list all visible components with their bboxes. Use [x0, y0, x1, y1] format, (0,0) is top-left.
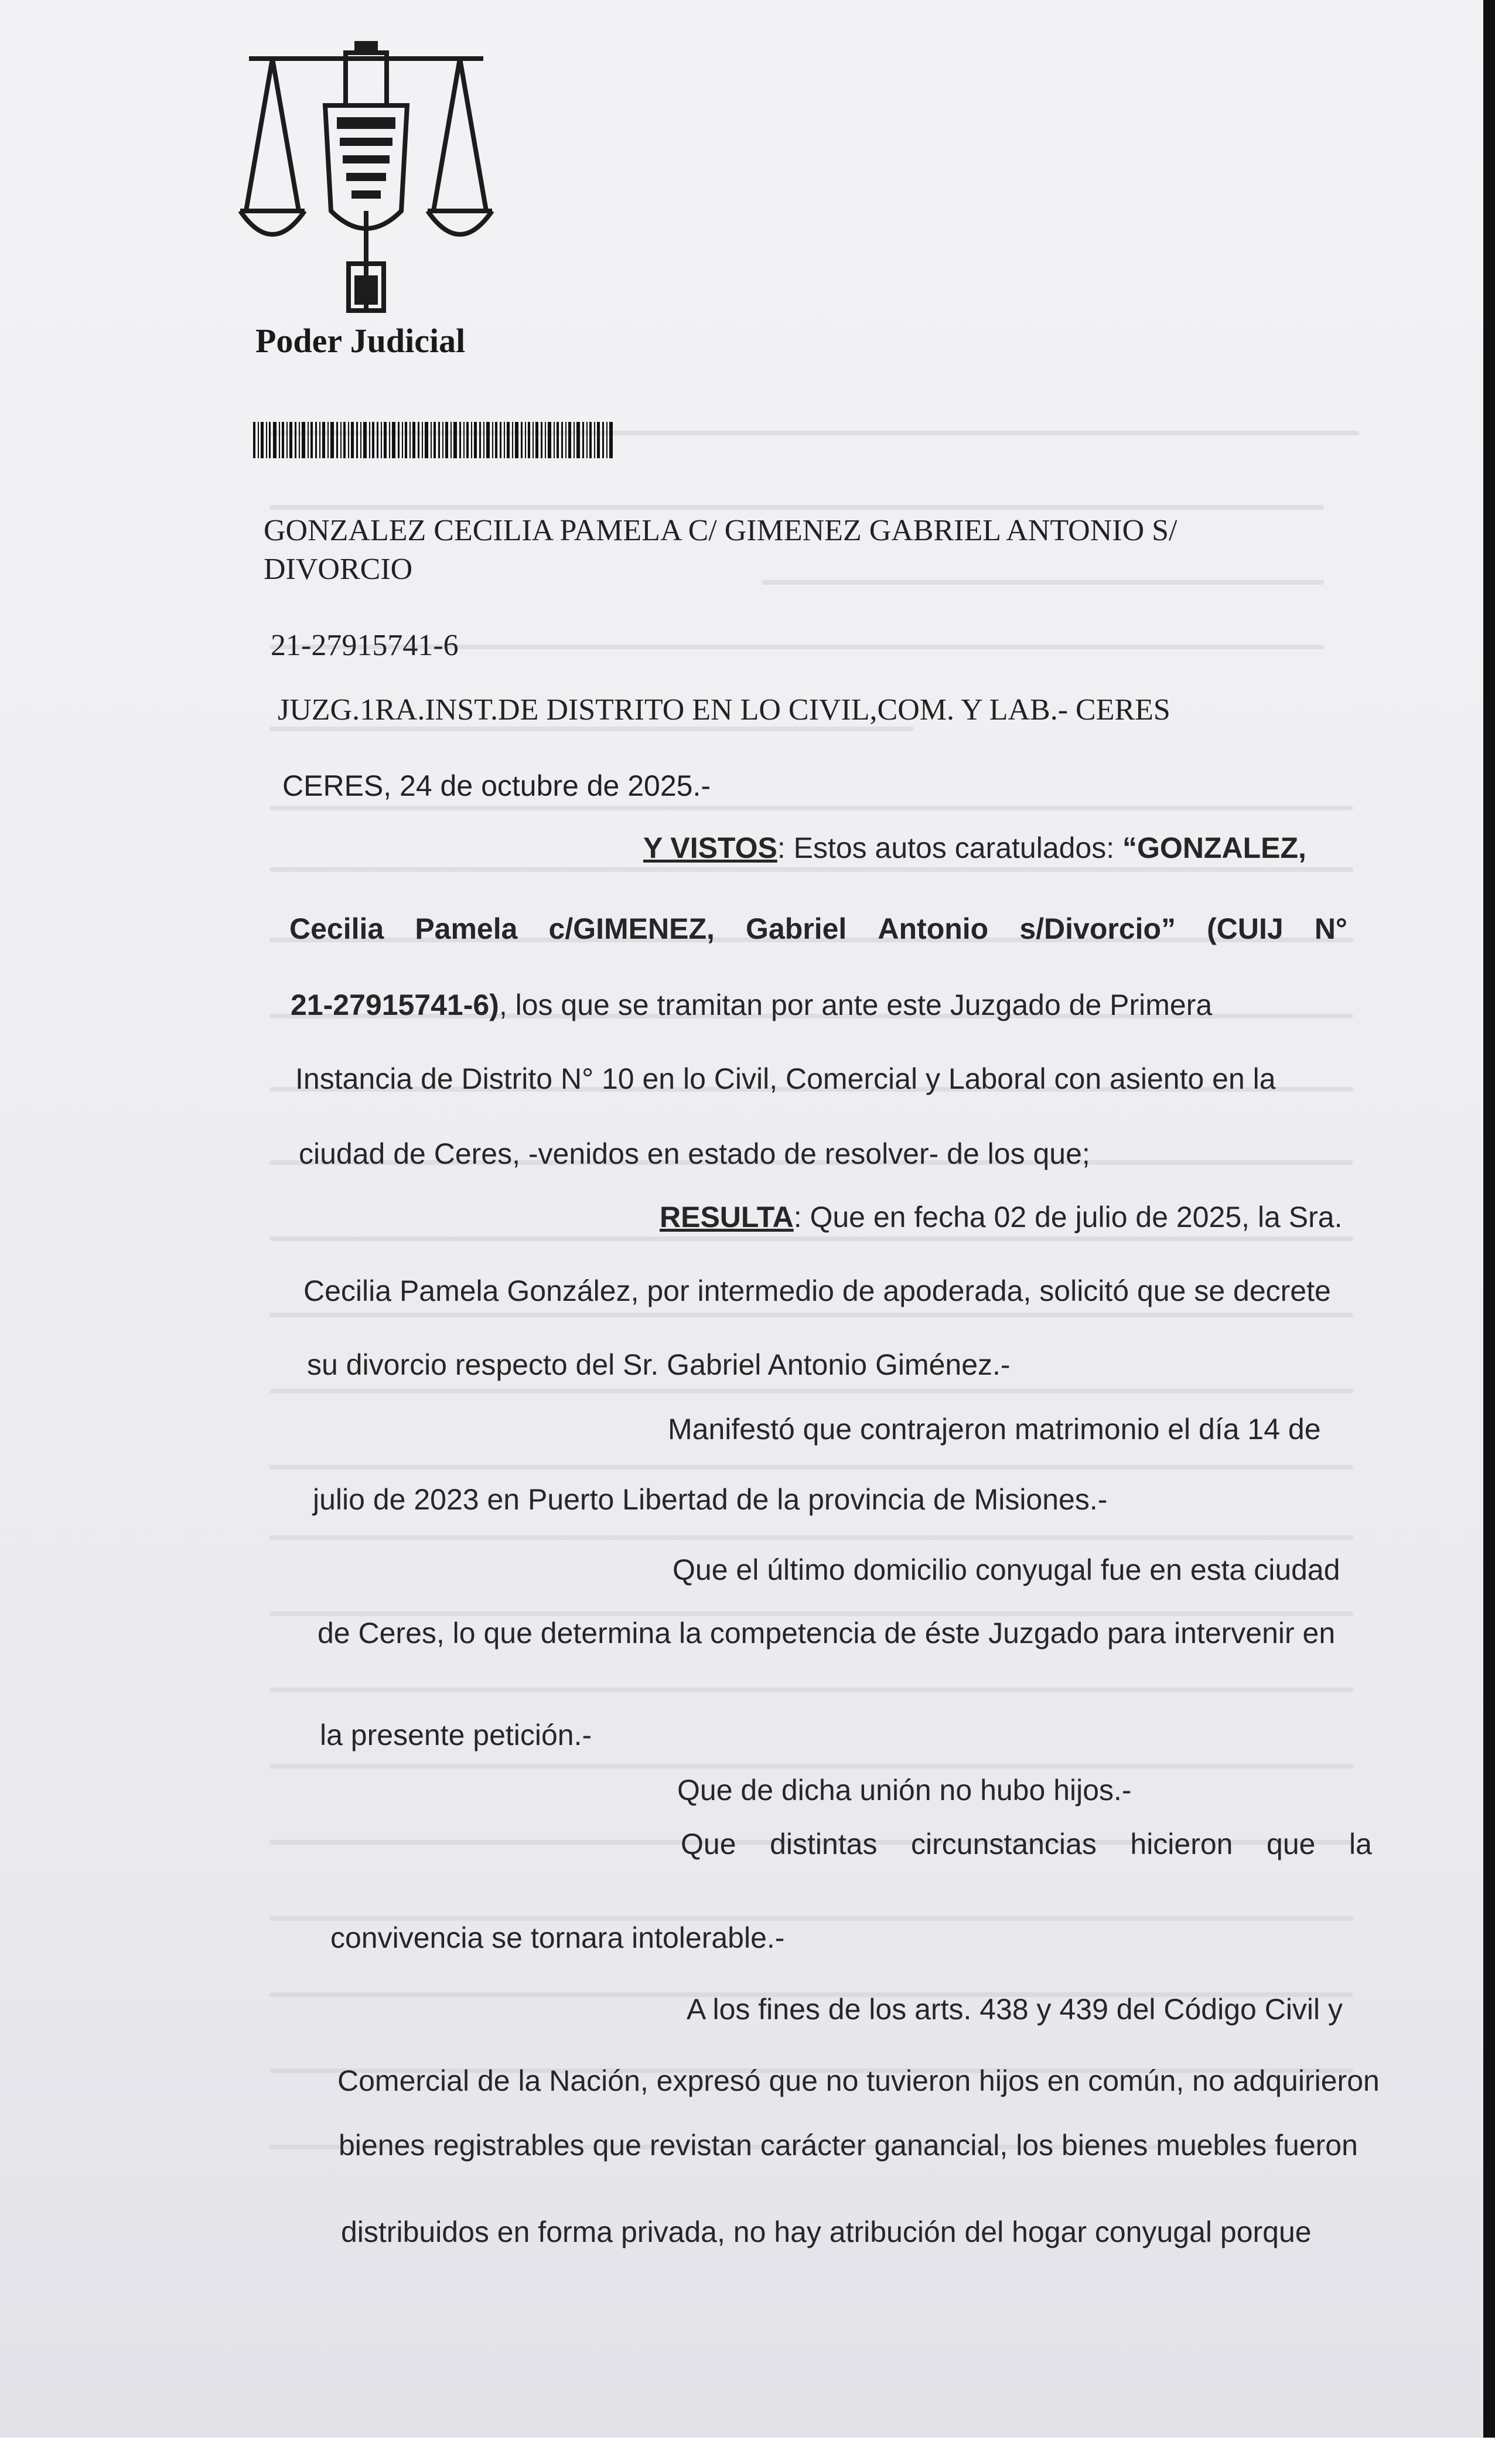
paragraph-5-word: distintas: [770, 1828, 878, 1860]
court-name: JUZG.1RA.INST.DE DISTRITO EN LO CIVIL,COM. Y LAB.- CERES: [278, 693, 1170, 727]
paragraph-5-word: la: [1349, 1828, 1372, 1860]
vistos-line-3: [291, 988, 1212, 1022]
vistos-word: Gabriel: [746, 912, 847, 945]
case-number-inline: 21-27915741-6): [291, 989, 499, 1021]
case-caption-line-2: DIVORCIO: [264, 553, 413, 586]
paragraph-3-line-1: Que el último domicilio conyugal fue en esta ciudad: [673, 1553, 1340, 1586]
paragraph-6-line-3: bienes registrables que revistan carácter ganancial, los bienes muebles fueron: [339, 2129, 1358, 2162]
paragraph-5-word: hicieron: [1130, 1828, 1233, 1860]
paragraph-5-word: Que: [681, 1828, 736, 1860]
resulta-heading: RESULTA: [660, 1201, 794, 1233]
resulta-line-1-text: : Que en fecha 02 de julio de 2025, la Sra.: [793, 1201, 1343, 1233]
paragraph-6-line-2: Comercial de la Nación, expresó que no tuvieron hijos en común, no adquirieron: [337, 2064, 1380, 2097]
vistos-line-3-text: , los que se tramitan por ante este Juzgado de Primera: [499, 989, 1213, 1021]
vistos-line-5: ciudad de Ceres, -venidos en estado de resolver- de los que;: [299, 1137, 1090, 1170]
vistos-word: s/Divorcio”: [1019, 912, 1176, 945]
photo-margin: [0, 2438, 1495, 2464]
paragraph-5-line-2: convivencia se tornara intolerable.-: [330, 1921, 785, 1954]
vistos-word: Pamela: [415, 912, 518, 945]
case-number: 21-27915741-6: [271, 629, 459, 662]
vistos-word: N°: [1314, 912, 1347, 945]
vistos-title: “GONZALEZ,: [1122, 831, 1306, 864]
paragraph-4-line-1: Que de dicha unión no hubo hijos.-: [677, 1774, 1132, 1807]
paragraph-2-line-2: julio de 2023 en Puerto Libertad de la provincia de Misiones.-: [313, 1483, 1108, 1516]
resulta-line-3: su divorcio respecto del Sr. Gabriel Antonio Giménez.-: [307, 1348, 1011, 1381]
vistos-word: c/GIMENEZ,: [548, 912, 715, 945]
vistos-word: (CUIJ: [1207, 912, 1284, 945]
paragraph-5-word: circunstancias: [911, 1828, 1097, 1860]
vistos-line-1: [643, 831, 1306, 865]
vistos-line-4: Instancia de Distrito N° 10 en lo Civil, Comercial y Laboral con asiento en la: [295, 1062, 1276, 1095]
paragraph-5-line-1: [681, 1827, 1372, 1861]
resulta-line-2: Cecilia Pamela González, por intermedio de apoderada, solicitó que se decrete: [303, 1274, 1331, 1307]
document-date: CERES, 24 de octubre de 2025.-: [282, 769, 711, 802]
vistos-intro: : Estos autos caratulados:: [777, 831, 1123, 864]
paragraph-5-word: que: [1267, 1828, 1316, 1860]
paragraph-6-line-1: A los fines de los arts. 438 y 439 del Código Civil y: [687, 1993, 1343, 2026]
resulta-line-1: [660, 1200, 1342, 1234]
scales-of-justice-icon: [237, 35, 495, 316]
paragraph-3-line-2: de Ceres, lo que determina la competencia de éste Juzgado para intervenir en: [318, 1617, 1336, 1650]
case-caption-line-1: GONZALEZ CECILIA PAMELA C/ GIMENEZ GABRIEL ANTONIO S/: [264, 514, 1177, 547]
institution-name: Poder Judicial: [255, 322, 466, 360]
paragraph-2-line-1: Manifestó que contrajeron matrimonio el día 14 de: [668, 1413, 1321, 1446]
vistos-heading: Y VISTOS: [643, 831, 777, 864]
paragraph-6-line-4: distribuidos en forma privada, no hay atribución del hogar conyugal porque: [341, 2216, 1312, 2248]
barcode: [253, 422, 615, 458]
vistos-line-2: [289, 912, 1347, 946]
vistos-word: Antonio: [878, 912, 989, 945]
vistos-word: Cecilia: [289, 912, 384, 945]
paragraph-3-line-3: la presente petición.-: [320, 1719, 592, 1751]
photo-edge: [1483, 0, 1495, 2438]
